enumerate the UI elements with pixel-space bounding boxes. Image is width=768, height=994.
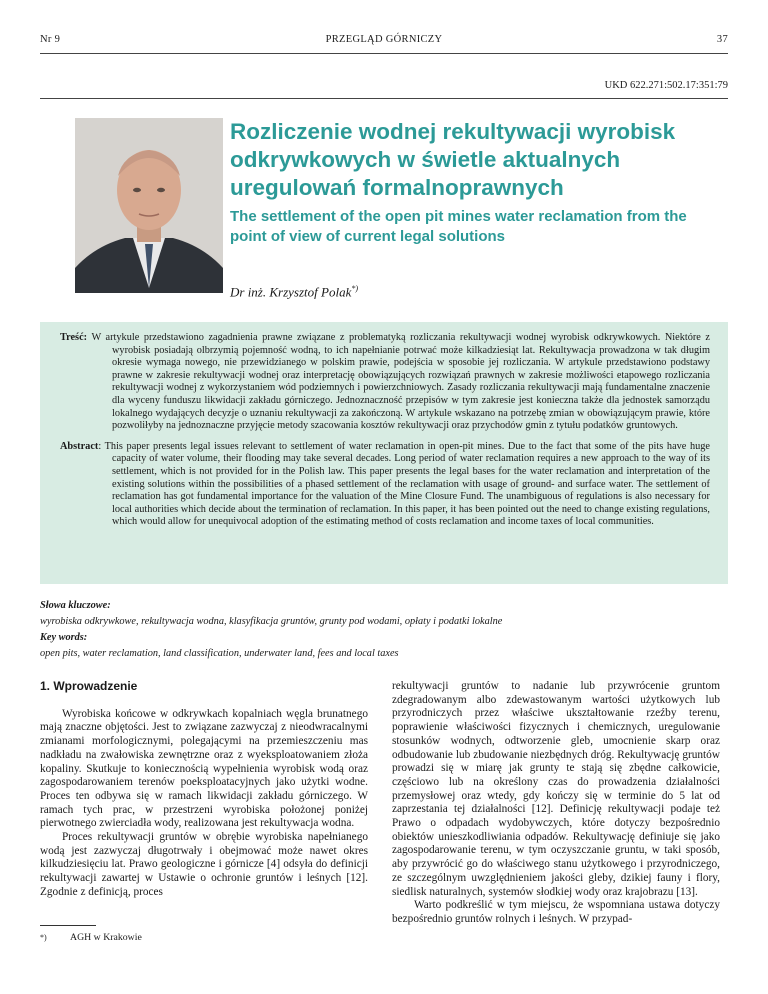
article-title: Rozliczenie wodnej rekultywacji wyrobisk odkrywkowych w świetle aktualnych uregulowań formalnoprawnych [230, 119, 676, 200]
paragraph: Warto podkreślić w tym miejscu, że wspomniana ustawa dotyczy bezpośrednio gruntów rolnych i leśnych. W przypad- [392, 899, 720, 925]
author-line [230, 284, 358, 300]
header-rule [40, 53, 728, 54]
author-photo [75, 118, 223, 293]
keywords-pl-heading: Słowa kluczowe: [40, 600, 111, 611]
abstract-label: Abstract [60, 440, 99, 452]
page-number: 37 [716, 34, 728, 45]
section-heading: 1. Wprowadzenie [40, 679, 138, 693]
left-column [40, 680, 368, 900]
abstract-box [40, 322, 728, 584]
abstract-english [60, 441, 710, 529]
paragraph: Wyrobiska końcowe w odkrywkach kopalniach węgla brunatnego mają znaczne objętości. Jest to związane zazwyczaj z nieodwracalnymi zmianami morfologicznymi, polegającymi na przemieszczeniu mas nadkładu na zwałowiska zewnętrzne oraz z wyeksploatowaniem złoża kopaliny. Skutkuje to koniecznością wypełnienia wyrobisk wodą oraz zagospodarowaniem terenów poeksploatacyjnych jako użytki wodne. Proces ten odbywa się w ramach likwidacji zakładu górniczego. W ramach tych prac, w przestrzeni wyrobiska położonej poniżej pierwotnego zwierciadła wody, realizowana jest rekultywacja wodna. [40, 707, 368, 830]
footnote-mark: *) [40, 933, 47, 942]
paragraph: rekultywacji gruntów to nadanie lub przywrócenie gruntom zdegradowanym albo zdewastowanym wartości użytkowych lub przyrodniczych przez właściwe ukształtowanie rzeźby terenu, poprawienie właściwości fizycznych i chemicznych, uregulowanie stosunków wodnych, odtworzenie gleb, umocnienie skarp oraz odbudowanie lub zbudowanie niezbędnych dróg. Rekultywację gruntów prowadzi się w miarę jak grunty te stają się zbędne całkowicie, częściowo lub na określony czas do prowadzenia działalności przemysłowej oraz wtedy, gdy kończy się w terminie do 5 lat od zaprzestania tej działalności [12]. Definicję rekultywacji podaje też Prawo o odpadach wydobywczych, które dotyczy bezpośrednio obiektów unieszkodliwiania odpadów. Rekultywację definiuje się jako zagospodarowanie terenu, w tym oczyszczanie gruntu, w taki sposób, aby przywrócić go do właściwego stanu użytkowego i przyrodniczego, ze szczególnym uwzględnieniem jakości gleby, dzikiej fauny i flory, siedlisk naturalnych, systemów słodkiej wody oraz krajobrazu [13]. [392, 680, 720, 898]
right-column [392, 680, 720, 927]
abstract-polish [60, 332, 710, 433]
paragraph: Proces rekultywacji gruntów w obrębie wyrobiska napełnianego wodą jest zazwyczaj długotrwały i obejmować może nawet okres kilkudziesięciu lat. Prawo geologiczne i górnicze [4] odsyła do definicji rekultywacji zawartej w Ustawie o ochronie gruntów i leśnych [12]. Zgodnie z definicją, proces [40, 831, 368, 898]
keywords-en-label [40, 632, 728, 643]
author-footnote-mark: *) [351, 284, 359, 293]
keywords-en-text: open pits, water reclamation, land classification, underwater land, fees and local taxes [40, 648, 399, 659]
issue-number: Nr 9 [40, 34, 61, 45]
author-name: Dr inż. Krzysztof Polak [230, 284, 352, 300]
journal-name: PRZEGLĄD GÓRNICZY [325, 34, 443, 45]
keywords-en-heading: Key words: [40, 632, 88, 643]
keywords-pl [40, 616, 728, 627]
tresc-text: W artykule przedstawiono zagadnienia prawne związane z problematyką rozliczania rekultywacji wodnej wyrobisk odkrywkowych. Niektóre z wyrobisk posiadają olbrzymią pojemność wodną, to ich napełnianie potrwać może kilkadziesiąt lat. Rekultywacja prowadzona w tak długim okresie wymaga nowego, nie przewidzianego w polskim prawie, podejścia w sposobie jej rozliczania. W artykule przedstawiono podstawy prawne w zakresie rekultywacji wodnej oraz interpretację obowiązujących rozwiązań prawnych w zakresie możliwości etapowego rozliczania rekultywacji wodnej z wykorzystaniem wód podziemnych i powierzchniowych. Zasady rozliczania rekultywacji mają fundamentalne znaczenie dla wyceny funduszu likwidacji zakładu górniczego. Jednoznaczność przepisów w tym zakresie jest konieczna także dla jednostek samorządu lokalnego wydających decyzje o uznaniu rekultywacji za zakończoną. W artykule wskazano na potrzebę zmian w obowiązującym prawie, które pozwoliłyby na jednoznaczne przyjęcie metody szacowania kosztów rekultywacji oraz przychodów gmin z tytułu podatków gruntowych. [91, 332, 710, 432]
footnote [40, 932, 142, 943]
footnote-text: AGH w Krakowie [70, 932, 142, 943]
keywords-pl-label [40, 600, 728, 611]
author-portrait-icon [75, 118, 223, 293]
abstract-text: : This paper presents legal issues relevant to settlement of water reclamation in open-pit mines. Due to the fact that some of the pits have huge capacity of water volume, their flooding may take several decades. Long period of water reclamation requires a new approach to the way of its settlement, which is not provided for in the Polish law. This paper presents the legal bases for the water reclamation and interpretation of the existing solutions within the possibilities of a phased settlement of the reclamation with usage of ground- and surface water. The settlement of reclamation has got fundamental importance for the valuation of the Mine Closure Fund. The unambiguous of regulations is also necessary for local authorities which decide about the termination of reclamation. In this paper, it has been pointed out the need to change existing regulations, which would allow for unequivocal adoption of the estimating method of costs reclamation and income taxes of local communities. [98, 440, 710, 528]
keywords-pl-text: wyrobiska odkrywkowe, rekultywacja wodna, klasyfikacja gruntów, grunty pod wodami, opłaty i podatki lokalne [40, 616, 503, 627]
footnote-rule [40, 925, 96, 926]
article-subtitle: The settlement of the open pit mines water reclamation from the point of view of current legal solutions [230, 208, 687, 245]
tresc-label: Treść: [60, 332, 88, 343]
udk-code: UKD 622.271:502.17:351:79 [604, 80, 728, 91]
keywords-en [40, 648, 728, 659]
udk-rule [40, 98, 728, 99]
